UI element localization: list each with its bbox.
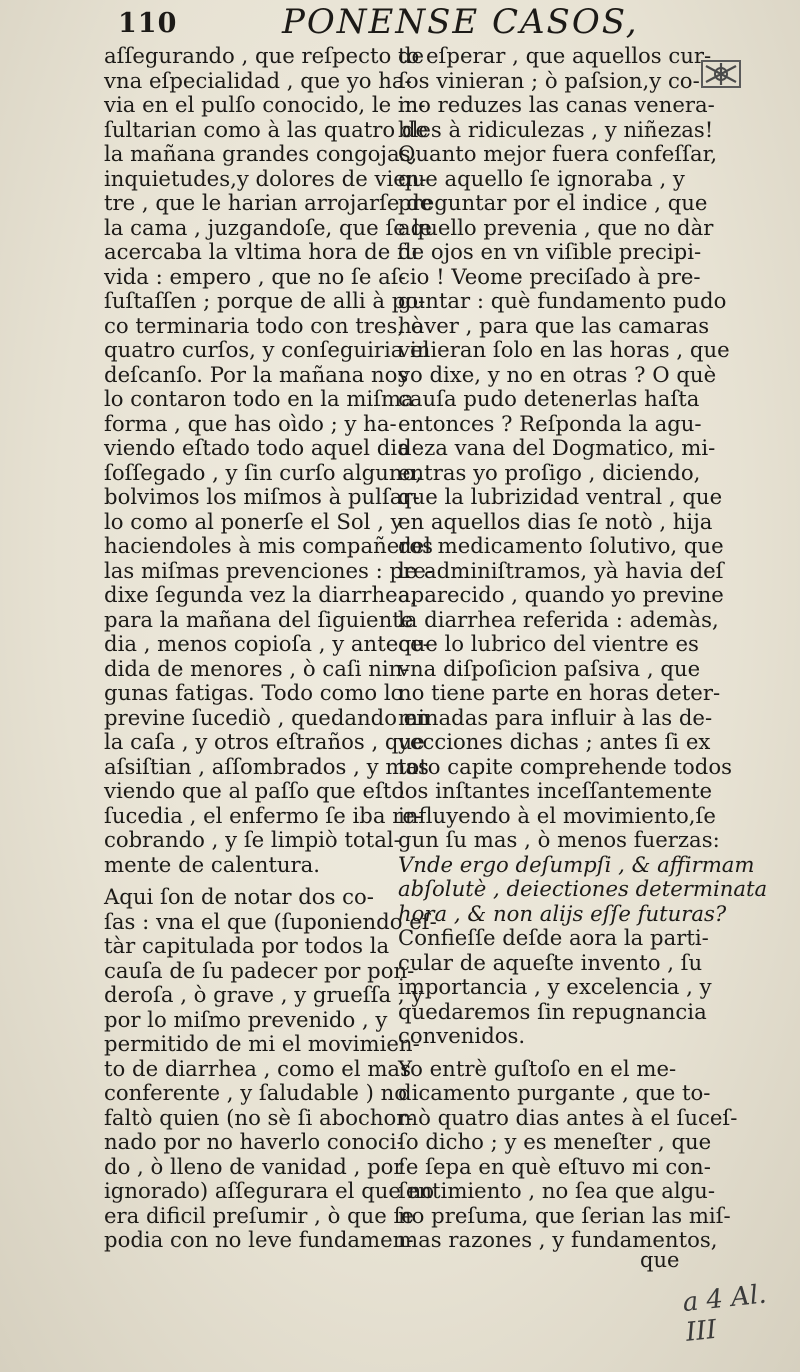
text-line: influyendo à el movimiento,ſe — [398, 802, 716, 828]
text-line: le adminiſtramos, yà havia deſ — [398, 557, 724, 583]
text-line: cobrando , y ſe limpiò total- — [104, 827, 401, 852]
text-line: faltò quien (no sè ſi abochor- — [104, 1104, 414, 1130]
text-line: aſsiſtian , aſſombrados , y mas — [104, 753, 429, 779]
text-line: viendo que al paſſo que eſto — [104, 778, 405, 803]
text-line: vida : empero , que no ſe aſ- — [104, 263, 406, 289]
text-line: aquello prevenia , que no dàr — [398, 214, 714, 240]
text-line: lo contaron todo en la miſma — [104, 386, 414, 411]
text-line: ſo dicho ; y es meneſter , que — [398, 1129, 712, 1154]
text-line: ſas : vna el que (ſuponiendo eſ- — [104, 908, 437, 934]
text-line: dida de menores , ò caſi nin- — [104, 655, 410, 681]
text-line: gunas fatigas. Todo como lo — [104, 680, 404, 705]
text-line: hora , & non alijs eſſe futuras? — [398, 900, 727, 926]
text-line: viendo eſtado todo aquel dia — [104, 435, 410, 460]
text-line: deza vana del Dogmatico, mi- — [398, 435, 716, 460]
text-line: aſſegurando , que reſpecto de — [104, 43, 425, 68]
text-line: inquietudes,y dolores de vien- — [104, 165, 427, 191]
text-line: las miſmas prevenciones : pre- — [104, 557, 433, 583]
text-line: Yo entrè guſtoſo en el me- — [398, 1055, 677, 1081]
text-line: previne ſucediò , quedando en — [104, 704, 430, 730]
text-line: que aquello ſe ignoraba , y — [398, 165, 685, 191]
text-line: Aqui ſon de notar dos co- — [104, 884, 374, 909]
text-line: minadas para influir à las de- — [398, 704, 713, 730]
text-line: cular de aqueſte invento , ſu — [398, 949, 703, 975]
text-line: yo dixe, y no en otras ? O què — [398, 361, 717, 387]
text-line: la cama , juzgandoſe, que ſe le — [104, 214, 432, 240]
text-line: abſolutè , deiectiones determinata — [398, 876, 768, 901]
text-line: vinieran ſolo en las horas , que — [398, 337, 730, 362]
text-line: Quanto mejor fuera confeſſar, — [398, 141, 718, 166]
text-line: permitido de mi el movimien- — [104, 1031, 420, 1056]
text-line: en aquellos dias ſe notò , hija — [398, 508, 713, 534]
text-line: vna diſpoſicion paſsiva , que — [398, 655, 701, 681]
text-line: haciendoles à mis compañeros — [104, 533, 434, 558]
text-line: Confieſſe deſde aora la parti- — [398, 925, 709, 950]
text-line: toto capite comprehende todos — [398, 753, 732, 779]
text-line: del medicamento ſolutivo, que — [398, 533, 724, 558]
text-line: convenidos. — [398, 1023, 526, 1048]
text-line: la caſa , y otros eſtraños , que — [104, 729, 425, 754]
text-line: dicamento purgante , que to- — [398, 1080, 711, 1105]
text-line: tre , que le harian arrojarſe de — [104, 190, 433, 215]
text-line: conferente , y ſaludable ) no — [104, 1080, 408, 1105]
text-line: ſuſtaſſen ; porque de alli à po- — [104, 288, 426, 313]
text-line: haver , para que las camaras — [398, 312, 710, 338]
text-line: cauſa pudo detenerlas haſta — [398, 386, 700, 411]
text-line: tàr capitulada por todos la — [104, 933, 390, 958]
text-line: importancia , y excelencia , y — [398, 974, 712, 999]
text-line: to eſperar , que aquellos cur- — [398, 43, 712, 68]
handwritten-shelfmark: a 4 Al. III — [681, 1279, 768, 1348]
page-number: 110 — [118, 8, 178, 39]
text-line: mò quatro dias antes à el ſuceſ- — [398, 1104, 738, 1130]
text-line: ſos vinieran ; ò paſsion,y co- — [398, 67, 700, 93]
text-line: acercaba la vltima hora de ſu — [104, 239, 419, 264]
text-line: aparecido , quando yo previne — [398, 582, 724, 607]
text-line: forma , que has oìdo ; y ha- — [104, 410, 397, 436]
text-line: Vnde ergo deſumpſi , & affirmam — [398, 851, 755, 877]
text-line: que la lubrizidad ventral , que — [398, 484, 723, 509]
text-line: entras yo proſigo , diciendo, — [398, 459, 701, 485]
text-line: no preſuma, que ſerian las miſ- — [398, 1202, 731, 1228]
text-line: la diarrhea referida : ademàs, — [398, 606, 719, 632]
text-line: podia con no leve fundamen- — [104, 1227, 414, 1252]
text-line: via en el pulſo conocido, le in- — [104, 92, 426, 117]
text-line: por lo miſmo prevenido , y — [104, 1006, 388, 1032]
text-line: vna eſpecialidad , que yo ha- — [104, 67, 412, 93]
text-line: lo como al ponerſe el Sol , y — [104, 508, 403, 534]
text-line: los inſtantes inceſſantemente — [398, 778, 713, 803]
text-line: dia , menos copioſa , y antece- — [104, 631, 430, 656]
running-title: PONENSE CASOS, — [282, 2, 639, 42]
text-line: nado por no haverlo conoci- — [104, 1129, 404, 1154]
text-line: deſcanſo. Por la mañana nos — [104, 361, 409, 387]
text-line: bolvimos los miſmos à pulſar- — [104, 484, 420, 509]
text-line: mente de calentura. — [104, 851, 321, 877]
text-line: bles à ridiculezas , y niñezas! — [398, 116, 714, 142]
left-text-column — [104, 43, 437, 1253]
text-line: gun ſu mas , ò menos fuerzas: — [398, 827, 720, 852]
text-line: yecciones dichas ; antes ſi ex — [398, 729, 711, 754]
catchword: que — [640, 1248, 680, 1272]
text-line: co terminaria todo con tres, ò — [104, 312, 424, 338]
right-text-column — [398, 43, 768, 1253]
text-line: to de diarrhea , como el mas — [104, 1055, 411, 1081]
text-line: preguntar por el indice , que — [398, 190, 708, 215]
text-line: ſentimiento , no ſea que algu- — [398, 1178, 715, 1203]
text-line: quedaremos ſin repugnancia — [398, 998, 707, 1024]
text-line: cio ! Veome preciſado à pre- — [398, 263, 701, 289]
text-line: que lo lubrico del vientre es — [398, 631, 699, 656]
text-line: la mañana grandes congojas, — [104, 141, 418, 166]
text-line: ignorado) aſſegurara el que no — [104, 1178, 435, 1203]
text-line: ſucedia , el enfermo ſe iba re- — [104, 802, 423, 828]
text-line: para la mañana del ſiguiente — [104, 606, 414, 632]
text-line: cauſa de ſu padecer por pon- — [104, 957, 415, 983]
text-line: dixe ſegunda vez la diarrhea, — [104, 582, 418, 607]
text-line: quatro curſos, y conſeguiria el — [104, 337, 430, 362]
text-line: ſultarian como à las quatro de — [104, 116, 428, 142]
page-header — [0, 2, 800, 42]
text-line: do , ò lleno de vanidad , por — [104, 1153, 404, 1179]
text-line: ſe ſepa en què eſtuvo mi con- — [398, 1153, 711, 1179]
text-line: mas razones , y fundamentos, — [398, 1227, 718, 1252]
text-line: no tiene parte en horas deter- — [398, 680, 721, 705]
text-line: mo reduzes las canas venera- — [398, 92, 715, 117]
text-line: deroſa , ò grave , y grueſſa , y — [104, 982, 424, 1007]
text-line: de ojos en vn viſible precipi- — [398, 239, 702, 264]
text-line: ſoſſegado , y ſin curſo alguno, — [104, 459, 422, 485]
text-line: guntar : què fundamento pudo — [398, 288, 727, 313]
text-line: era dificil preſumir , ò que ſe — [104, 1202, 414, 1228]
text-line: entonces ? Reſponda la agu- — [398, 410, 702, 436]
